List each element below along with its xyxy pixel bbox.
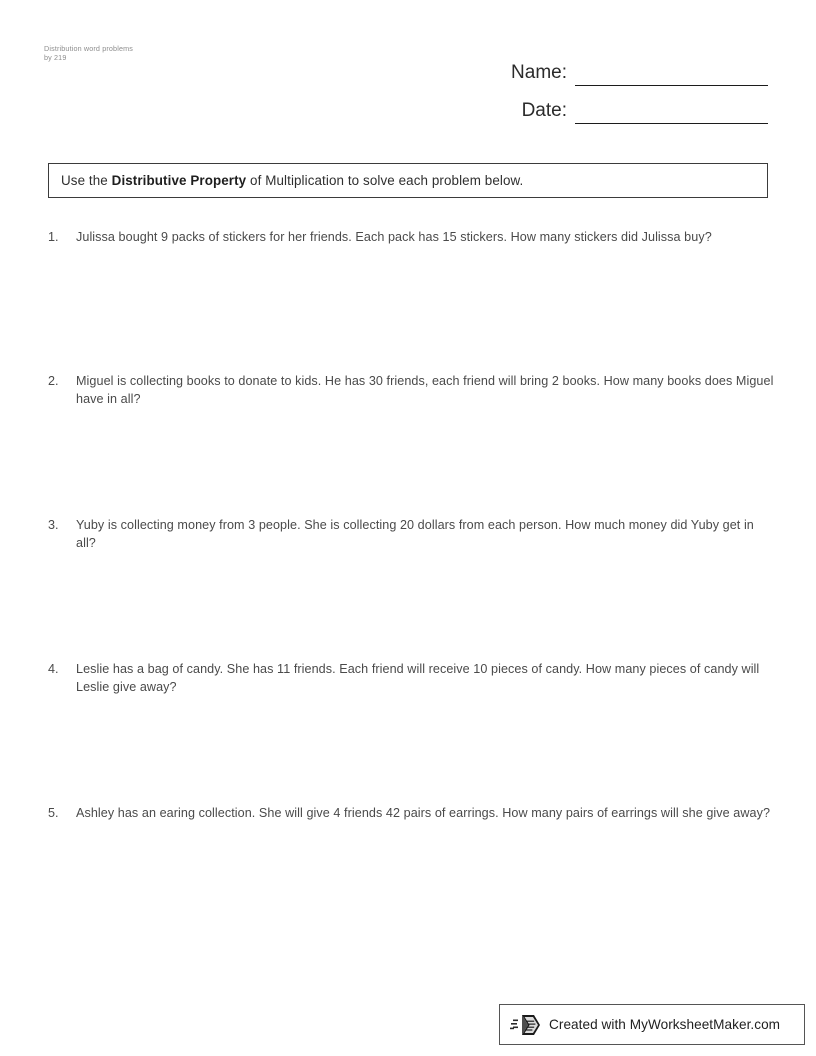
- question-number: 3.: [48, 518, 59, 532]
- instruction-prefix: Use the: [61, 172, 112, 188]
- question-item: [48, 804, 774, 948]
- question-item: [48, 228, 774, 372]
- created-with-badge[interactable]: [499, 1004, 805, 1045]
- question-number: 5.: [48, 806, 59, 820]
- question-number: 1.: [48, 230, 59, 244]
- date-label: Date:: [521, 100, 567, 121]
- question-text: Leslie has a bag of candy. She has 11 friends. Each friend will receive 10 pieces of candy. How many pieces of candy will Leslie give away?: [76, 662, 760, 695]
- date-input-line[interactable]: [575, 99, 768, 124]
- instruction-text: [49, 174, 523, 187]
- question-number: 4.: [48, 662, 59, 676]
- question-item: [48, 372, 774, 516]
- question-text: Yuby is collecting money from 3 people. She is collecting 20 dollars from each person. How much money did Yuby get in all?: [76, 518, 754, 551]
- created-with-label: Created with MyWorksheetMaker.com: [549, 1017, 781, 1032]
- question-item: [48, 516, 774, 660]
- instruction-emphasis: Distributive Property: [111, 172, 247, 188]
- question-list: [48, 228, 774, 948]
- question-text: Ashley has an earing collection. She will give 4 friends 42 pairs of earrings. How many pairs of earrings will she give away?: [76, 806, 771, 820]
- name-date-block: [488, 48, 768, 124]
- instruction-banner: [48, 163, 768, 198]
- question-number: 2.: [48, 374, 59, 388]
- question-text: Miguel is collecting books to donate to kids. He has 30 friends, each friend will bring 2 books. How many books does Miguel have in all?: [76, 374, 774, 407]
- question-item: [48, 660, 774, 804]
- name-label: Name:: [511, 62, 567, 83]
- document-author: by 219: [44, 53, 67, 63]
- myworksheetmaker-logo-icon: [510, 1012, 544, 1038]
- instruction-suffix: of Multiplication to solve each problem below.: [246, 172, 524, 188]
- document-meta: [44, 44, 133, 62]
- name-row: [488, 48, 768, 86]
- question-text: Julissa bought 9 packs of stickers for her friends. Each pack has 15 stickers. How many stickers did Julissa buy?: [76, 230, 712, 244]
- name-input-line[interactable]: [575, 61, 768, 86]
- document-title: Distribution word problems: [44, 44, 133, 53]
- date-row: [488, 86, 768, 124]
